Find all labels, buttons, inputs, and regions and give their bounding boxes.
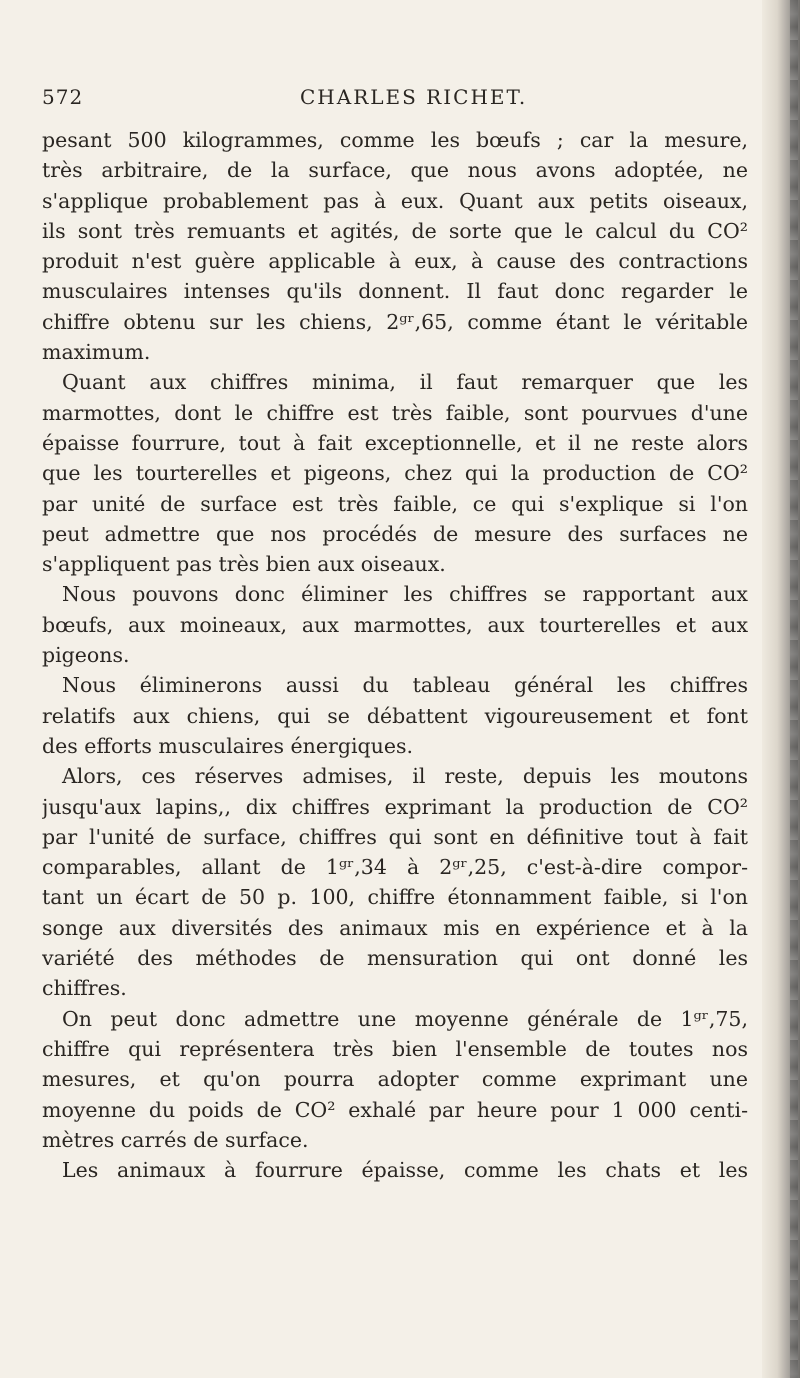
text-line: bœufs, aux moineaux, aux marmottes, aux tourterelles et aux <box>42 612 748 637</box>
text-line: épaisse fourrure, tout à fait exceptionnelle, et il ne reste alors <box>42 430 748 455</box>
text-line: très arbitraire, de la surface, que nous avons adoptée, ne <box>42 158 748 183</box>
text-line: que les tourterelles et pigeons, chez qui la production de CO² <box>42 461 748 486</box>
text-line: Les animaux à fourrure épaisse, comme les chats et les <box>62 1158 748 1183</box>
text-line: chiffre qui représentera très bien l'ensemble de toutes nos <box>42 1036 748 1061</box>
body-text <box>42 125 748 1185</box>
text-line: pesant 500 kilogrammes, comme les bœufs ; car la mesure, <box>42 128 748 152</box>
text-line: comparables, allant de 1ᵍʳ,34 à 2ᵍʳ,25, c'est-à-dire compor- <box>42 855 748 880</box>
text-line: On peut donc admettre une moyenne générale de 1ᵍʳ,75, <box>62 1006 748 1031</box>
text-line: peut admettre que nos procédés de mesure des surfaces ne <box>42 521 748 546</box>
text-line: mesures, et qu'on pourra adopter comme exprimant une <box>42 1067 748 1092</box>
text-line: Quant aux chiffres minima, il faut remarquer que les <box>62 370 748 395</box>
text-line: ils sont très remuants et agités, de sorte que le calcul du CO² <box>42 218 748 243</box>
binding-edge <box>790 0 798 1378</box>
text-line: pigeons. <box>42 643 130 668</box>
text-line: par l'unité de surface, chiffres qui sont en définitive tout à fait <box>42 824 748 849</box>
text-line: des efforts musculaires énergiques. <box>42 733 413 758</box>
text-line: variété des méthodes de mensuration qui ont donné les <box>42 946 748 971</box>
text-line: musculaires intenses qu'ils donnent. Il faut donc regarder le <box>42 279 748 304</box>
text-line: s'applique probablement pas à eux. Quant aux petits oiseaux, <box>42 188 748 213</box>
text-line: songe aux diversités des animaux mis en expérience et à la <box>42 915 748 940</box>
text-line: marmottes, dont le chiffre est très faible, sont pourvues d'une <box>42 400 748 425</box>
text-line: moyenne du poids de CO² exhalé par heure pour 1 000 centi- <box>42 1097 748 1122</box>
text-line: Nous pouvons donc éliminer les chiffres se rapportant aux <box>62 582 748 607</box>
text-line: chiffres. <box>42 976 127 1001</box>
text-line: tant un écart de 50 p. 100, chiffre étonnamment faible, si l'on <box>42 885 748 910</box>
text-line: maximum. <box>42 340 151 365</box>
text-line: produit n'est guère applicable à eux, à cause des contractions <box>42 249 748 274</box>
text-line: mètres carrés de surface. <box>42 1127 309 1152</box>
text-line: Nous éliminerons aussi du tableau général les chiffres <box>62 673 748 698</box>
text-line: chiffre obtenu sur les chiens, 2ᵍʳ,65, comme étant le véritable <box>42 309 748 334</box>
text-line: Alors, ces réserves admises, il reste, depuis les moutons <box>62 764 748 789</box>
text-line: par unité de surface est très faible, ce qui s'explique si l'on <box>42 491 748 516</box>
running-title: CHARLES RICHET. <box>300 85 528 109</box>
page-header <box>0 85 760 115</box>
text-line: relatifs aux chiens, qui se débattent vigoureusement et font <box>42 703 748 728</box>
page-number: 572 <box>42 85 84 109</box>
text-line: s'appliquent pas très bien aux oiseaux. <box>42 552 446 577</box>
text-line: jusqu'aux lapins,, dix chiffres exprimant la production de CO² <box>42 794 748 819</box>
